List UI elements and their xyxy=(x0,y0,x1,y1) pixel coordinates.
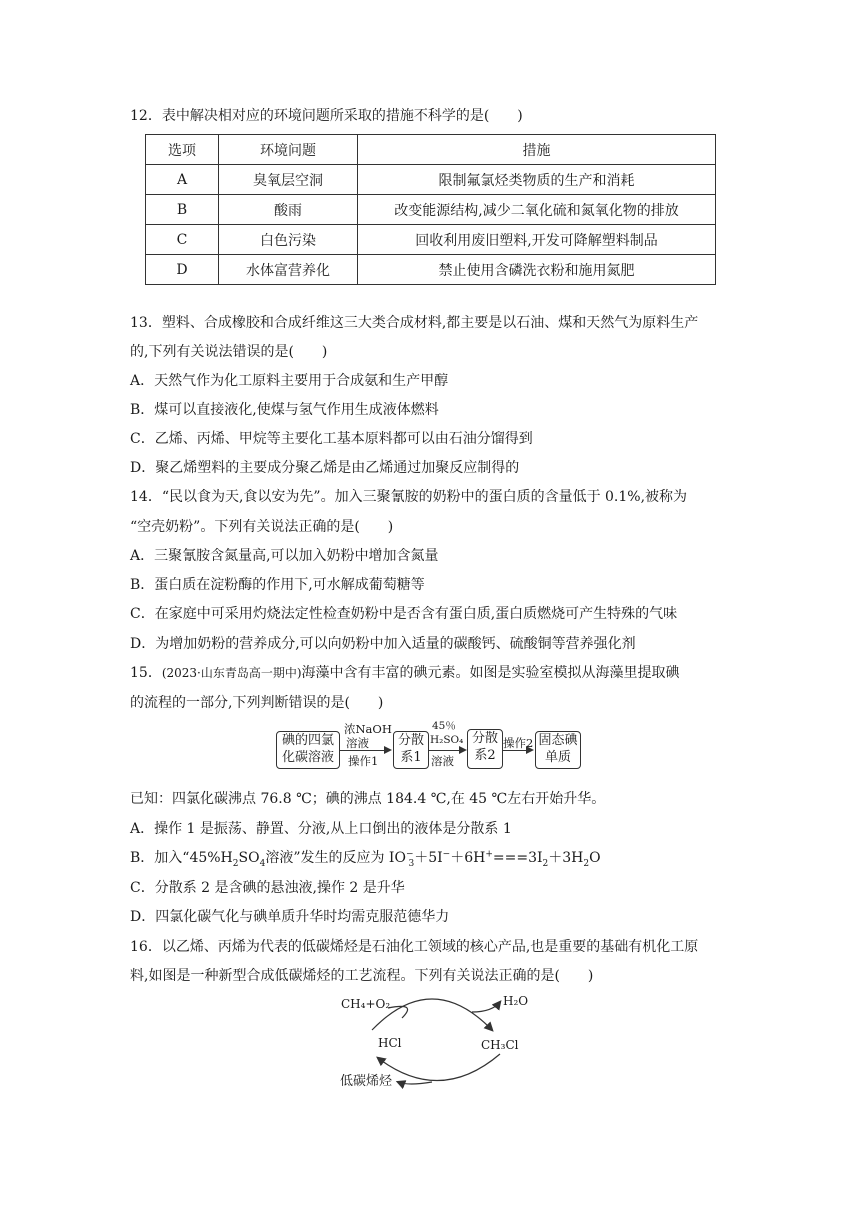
q15-source: (2023·山东青岛高一期中) xyxy=(161,666,302,680)
reagent-h2so4: H₂SO₄ xyxy=(430,734,464,746)
q12-stem: 12．表中解决相对应的环境问题所采取的措施不科学的是( ) xyxy=(130,108,523,124)
option-b-text: 溶液”发生的反应为 IO xyxy=(265,850,406,866)
q13-option-c: C．乙烯、丙烯、甲烷等主要化工基本原料都可以由石油分馏得到 xyxy=(130,431,533,447)
flow-box-label: 系1 xyxy=(400,750,422,765)
flow-box-label: 单质 xyxy=(544,750,571,765)
q14-stem-line1: 14．“民以食为天,食以安为先”。加入三聚氰胺的奶粉中的蛋白质的含量低于 0.1%,被称为 xyxy=(130,489,688,505)
option-b-text: B．加入“45%H xyxy=(130,850,233,866)
flow-box-label: 系2 xyxy=(474,748,496,763)
q15-known: 已知：四氯化碳沸点 76.8 ℃；碘的沸点 184.4 ℃,在 45 ℃左右开始升华。 xyxy=(130,791,606,807)
cycle-input-ch4-o2: CH₄+O₂ xyxy=(341,997,391,1011)
lower-arc-arrow xyxy=(378,1054,500,1081)
option-b-text: SO xyxy=(238,850,260,866)
q14-option-b: B．蛋白质在淀粉酶的作用下,可水解成葡萄糖等 xyxy=(130,577,425,593)
table-cell: A xyxy=(146,165,219,195)
table-cell: 改变能源结构,减少二氧化硫和氮氧化物的排放 xyxy=(358,195,716,225)
operation-1-label: 操作1 xyxy=(348,754,379,768)
q14-option-a: A．三聚氰胺含氮量高,可以加入奶粉中增加含氮量 xyxy=(130,548,439,564)
q13-option-a: A．天然气作为化工原料主要用于合成氨和生产甲醇 xyxy=(130,373,449,389)
table-header: 措施 xyxy=(358,135,716,165)
flow-box-label: 分散 xyxy=(471,731,498,746)
q14-option-c: C．在家庭中可采用灼烧法定性检查奶粉中是否含有蛋白质,蛋白质燃烧可产生特殊的气味 xyxy=(130,606,678,622)
water-outlet-arrow xyxy=(472,1002,500,1012)
q16-stem-line2: 料,如图是一种新型合成低碳烯烃的工艺流程。下列有关说法正确的是( ) xyxy=(130,968,594,984)
table-cell: 白色污染 xyxy=(219,225,358,255)
q15-stem-line2: 的流程的一部分,下列判断错误的是( ) xyxy=(130,695,384,711)
q14-stem-line2: “空壳奶粉”。下列有关说法正确的是( ) xyxy=(130,519,394,535)
flow-box-label: 分散 xyxy=(397,733,424,748)
q15-option-a: A．操作 1 是振荡、静置、分液,从上口倒出的液体是分散系 1 xyxy=(130,821,512,837)
table-cell: B xyxy=(146,195,219,225)
table-cell: 酸雨 xyxy=(219,195,358,225)
reagent-h2so4-solution: 溶液 xyxy=(431,754,454,768)
table-cell: 限制氟氯烃类物质的生产和消耗 xyxy=(358,165,716,195)
reagent-naoh-solution: 溶液 xyxy=(346,736,369,750)
option-b-text: ===3I xyxy=(492,850,543,866)
q13-option-b: B．煤可以直接液化,使煤与氢气作用生成液体燃料 xyxy=(130,402,439,418)
q15-stem-text: 海藻中含有丰富的碘元素。如图是实验室模拟从海藻里提取碘 xyxy=(301,665,680,681)
flow-box-label: 碘的四氯 xyxy=(281,733,334,748)
table-cell: 禁止使用含磷洗衣粉和施用氮肥 xyxy=(358,255,716,285)
table-cell: 回收利用废旧塑料,开发可降解塑料制品 xyxy=(358,225,716,255)
inlet-branch xyxy=(388,1006,408,1018)
q13-stem-line2: 的,下列有关说法错误的是( ) xyxy=(130,344,328,360)
cycle-output-water: H₂O xyxy=(503,994,529,1008)
q13-stem-line1: 13．塑料、合成橡胶和合成纤维这三大类合成材料,都主要是以石油、煤和天然气为原料生产 xyxy=(130,315,699,331)
q15-option-d: D．四氯化碳气化与碘单质升华时均需克服范德华力 xyxy=(130,909,450,925)
q14-option-d: D．为增加奶粉的营养成分,可以向奶粉中加入适量的碳酸钙、硫酸铜等营养强化剂 xyxy=(130,636,636,652)
table-cell: C xyxy=(146,225,219,255)
table-cell: 臭氧层空洞 xyxy=(219,165,358,195)
flow-box-label: 固态碘 xyxy=(538,733,578,748)
cycle-ch3cl: CH₃Cl xyxy=(481,1038,519,1052)
product-outlet-arrow xyxy=(398,1082,432,1084)
reagent-naoh: 浓NaOH xyxy=(344,722,392,736)
table-cell: 水体富营养化 xyxy=(219,255,358,285)
option-b-text: ＋5I xyxy=(414,850,443,866)
cycle-hcl: HCl xyxy=(378,1036,402,1050)
operation-2-label: 操作2 xyxy=(503,736,534,750)
reagent-45-percent: 45％ xyxy=(432,720,456,732)
q13-option-d: D．聚乙烯塑料的主要成分聚乙烯是由乙烯通过加聚反应制得的 xyxy=(130,460,520,476)
q15-number: 15． xyxy=(130,665,162,681)
option-b-text: ＋3H xyxy=(548,850,584,866)
flow-box-label: 化碳溶液 xyxy=(281,750,334,765)
option-b-text: O xyxy=(589,850,601,866)
table-header: 环境问题 xyxy=(219,135,358,165)
table-cell: D xyxy=(146,255,219,285)
cycle-product-olefins: 低碳烯烃 xyxy=(340,1074,393,1089)
option-b-text: ＋6H xyxy=(450,850,486,866)
table-header: 选项 xyxy=(146,135,219,165)
q15-option-b: B．加入“$45\%H_2SO_4$溶液”发生的反应为 $IO^-_3+5I^-+6H^+===3I_2+3H_2O$ xyxy=(130,849,601,869)
q15-option-c: C．分散系 2 是含碘的悬浊液,操作 2 是升华 xyxy=(130,880,405,896)
q16-stem-line1: 16．以乙烯、丙烯为代表的低碳烯烃是石油化工领域的核心产品,也是重要的基础有机化工原 xyxy=(130,939,699,955)
